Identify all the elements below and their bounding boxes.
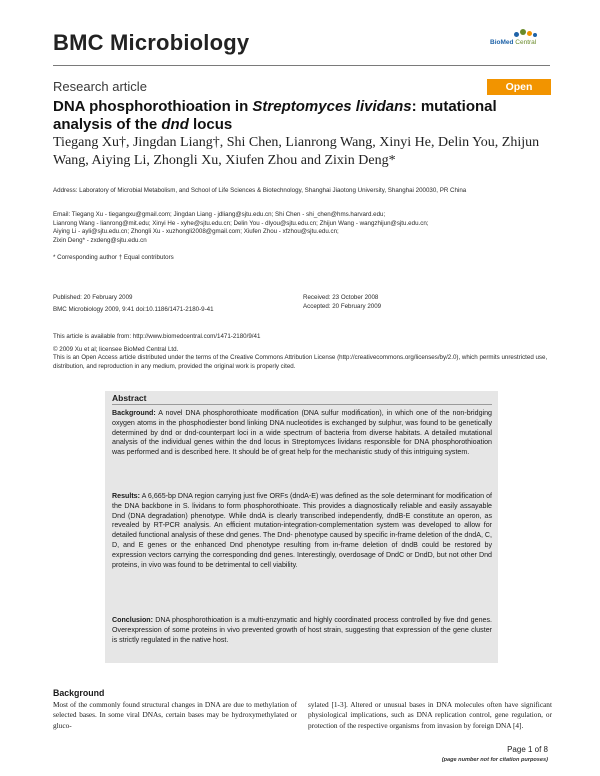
biomed-central-logo bbox=[490, 29, 550, 49]
address: Address: Laboratory of Microbial Metabolism, and School of Life Sciences & Biotechnology, Shanghai Jiaotong University, Shanghai 200030, PR China bbox=[53, 187, 467, 194]
article-url[interactable]: This article is available from: http://www.biomedcentral.com/1471-2180/9/41 bbox=[53, 333, 261, 340]
submission-dates bbox=[303, 294, 543, 311]
email-line: Zixin Deng* - zxdeng@sjtu.edu.cn bbox=[53, 236, 147, 244]
email-line: Aiying Li - ayli@sjtu.edu.cn; Zhongli Xu - xuzhongli2008@gmail.com; Xiufen Zhou - xfzhou@sjtu.edu.cn; bbox=[53, 228, 339, 236]
abstract-heading: Abstract bbox=[112, 393, 147, 403]
title-italic-dnd: dnd bbox=[161, 116, 189, 133]
citation: BMC Microbiology 2009, 9:41 doi:10.1186/1471-2180-9-41 bbox=[53, 305, 214, 313]
abstract-background-text: A novel DNA phosphorothioate modification (DNA sulfur modification), in which one of the non-bridging oxygen atoms in the phosphodiester bond linking DNA nucleotides is exchanged by sulphur, was found to be genetically determined by dnd or dnd-counterpart loci in a wide spectrum of bacteria from diverse habitats. A detailed mutational analysis of the individual genes within the dnd locus in Streptomyces lividans responsible for DNA phosphorothioation was performed and is described here. It should be of great help for the mechanistic study of this intriguing system. bbox=[112, 409, 492, 457]
abstract-results-label: Results: bbox=[112, 492, 140, 500]
title-part-1: DNA phosphorothioation in bbox=[53, 98, 253, 115]
abstract-results-text: A 6,665-bp DNA region carrying just five ORFs (dndA-E) was defined as the sole determinant for modification of the DNA backbone in S. lividans to form phosphorothioate. This provides a diagnostically reliable and easily assayable Dnd (DNA degradation) phenotype. While dndA is clearly transcribed independently, dndB-E constitute an operon, as revealed by RT-PCR analysis. An efficient mutation-integration-complementation system was developed to allow for detailed functional analysis of these dnd genes. The Dnd- phenotype caused by specific in-frame deletion of the dndA, C, D, and E genes or the enhanced Dnd phenotype resulting from in-frame deletion of dndB could be restored by expression vectors carrying the corresponding dnd genes. Interestingly, overdosage of DndC or DndD, but not other Dnd proteins, in vivo was found to be detrimental to cell viability. bbox=[112, 492, 492, 569]
title-italic-species: Streptomyces lividans bbox=[252, 98, 412, 115]
accepted-date: Accepted: 20 February 2009 bbox=[303, 302, 382, 310]
body-column-right: sylated [1-3]. Altered or unusual bases in DNA molecules often have significant physiological implications, such as DNA replication control, gene regulation, or protection of the respective organisms from invasion by foreign DNA [4]. bbox=[308, 700, 552, 730]
author-footnote: * Corresponding author † Equal contributors bbox=[53, 254, 174, 261]
published-date: Published: 20 February 2009 bbox=[53, 294, 133, 301]
abstract-conclusion-label: Conclusion: bbox=[112, 616, 153, 624]
license-text: This is an Open Access article distributed under the terms of the Creative Commons Attribution License (http://creativecommons.org/licenses/by/2.0), which permits unrestricted use, distribution, and reproduction in any medium, provided the original work is properly cited. bbox=[53, 354, 548, 370]
article-type: Research article bbox=[53, 79, 147, 94]
abstract-background-label: Background: bbox=[112, 409, 156, 417]
header-divider bbox=[53, 65, 550, 66]
abstract-divider bbox=[112, 404, 492, 405]
journal-title: BMC Microbiology bbox=[53, 30, 250, 55]
received-date: Received: 23 October 2008 bbox=[303, 294, 379, 301]
logo-text-plain: Central bbox=[513, 39, 537, 46]
author-list: Tiegang Xu†, Jingdan Liang†, Shi Chen, Lianrong Wang, Xinyi He, Delin You, Zhijun Wang, Aiying Li, Zhongli Xu, Xiufen Zhou and Zixin Deng* bbox=[53, 135, 540, 168]
email-line: Email: Tiegang Xu - tiegangxu@gmail.com; Jingdan Liang - jdliang@sjtu.edu.cn; Shi Chen - shi_chen@hms.harvard.edu; bbox=[53, 211, 386, 218]
open-access-badge: Open Access bbox=[487, 79, 551, 95]
title-part-2: : mutational analysis of the bbox=[53, 98, 497, 133]
title-part-3: locus bbox=[188, 116, 233, 133]
logo-dots-icon bbox=[514, 29, 538, 38]
email-line: Lianrong Wang - lianrong@mit.edu; Xinyi He - xyhe@sjtu.edu.cn; Delin You - dlyou@sjtu.edu.cn; Zhijun Wang - wangzhijun@sjtu.edu.cn; bbox=[53, 219, 429, 227]
email-block bbox=[53, 211, 550, 245]
abstract-conclusion bbox=[112, 616, 492, 645]
publication-info bbox=[53, 294, 293, 314]
article-title bbox=[53, 98, 523, 134]
section-heading-background: Background bbox=[53, 688, 105, 698]
abstract-conclusion-text: DNA phosphorothioation is a multi-enzymatic and highly coordinated process controlled by five dnd genes. Overexpression of some proteins in vivo prevented growth of host strain, suggesting that expression of the gene cluster is strictly regulated in the native host. bbox=[112, 616, 492, 644]
page-number-note: (page number not for citation purposes) bbox=[441, 757, 548, 763]
license-block bbox=[53, 333, 550, 371]
body-column-left: Most of the commonly found structural changes in DNA are due to methylation of selected bases. In some viral DNAs, certain bases may be hydroxymethylated or gluco- bbox=[53, 700, 297, 730]
abstract-results bbox=[112, 492, 492, 570]
abstract-background bbox=[112, 409, 492, 458]
copyright: © 2009 Xu et al; licensee BioMed Central Ltd. bbox=[53, 345, 179, 353]
page-number: Page 1 of 8 bbox=[507, 745, 548, 754]
logo-text-bold: BioMed bbox=[490, 39, 514, 46]
